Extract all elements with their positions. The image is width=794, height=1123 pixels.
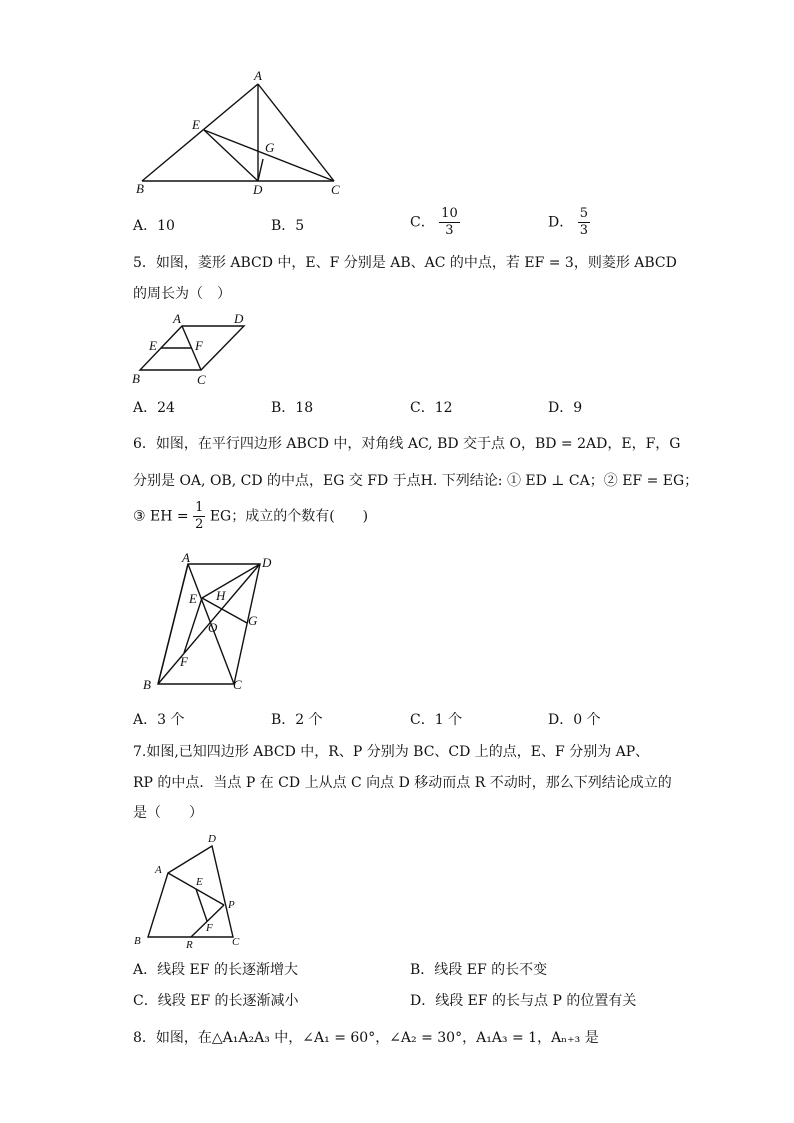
q6-label-g: G: [248, 613, 258, 628]
q4-label-c: C: [331, 182, 340, 197]
q4-label-b: B: [136, 181, 144, 196]
q5-label-b: B: [132, 371, 140, 386]
q6-label-o: O: [208, 620, 218, 635]
q7-stem-line1: 7.如图,已知四边形 ABCD 中，R、P 分别为 BC、CD 上的点，E、F 分别为 AP、: [133, 744, 650, 760]
q6-label-e: E: [189, 591, 197, 606]
q4-option-b[interactable]: B．5: [271, 218, 305, 234]
q4-option-c-denominator: 3: [445, 223, 454, 238]
q7-label-p: P: [228, 899, 235, 911]
q6-option-d[interactable]: D．0 个: [548, 712, 601, 728]
q6-stem-line2: 分别是 OA, OB, CD 的中点，EG 交 FD 于点H. 下列结论: ① ED ⊥ CA；② EF = EG；: [133, 473, 699, 489]
q7-option-b[interactable]: B．线段 EF 的长不变: [410, 962, 548, 978]
q4-option-d-prefix: D．: [548, 214, 574, 231]
q6-label-c: C: [233, 677, 242, 692]
q5-stem-line2: 的周长为（ ）: [133, 286, 231, 302]
q6-label-a: A: [182, 550, 190, 565]
q4-label-g: G: [265, 140, 275, 155]
q7-option-a[interactable]: A．线段 EF 的长逐渐增大: [133, 962, 298, 978]
q5-label-a: A: [173, 311, 181, 326]
q7-label-a: A: [155, 864, 162, 876]
q7-label-c: C: [232, 936, 240, 948]
q7-option-c[interactable]: C．线段 EF 的长逐渐减小: [133, 993, 299, 1009]
q7-stem-line3: 是（ ）: [133, 805, 203, 821]
q5-stem-line1: 5．如图，菱形 ABCD 中，E、F 分别是 AB、AC 的中点，若 EF = 3，则菱形 ABCD: [133, 255, 677, 271]
q5-option-d[interactable]: D．9: [548, 400, 583, 416]
q4-option-d-fraction: [578, 206, 590, 239]
q4-option-c[interactable]: [410, 206, 460, 239]
q4-option-d[interactable]: [548, 206, 590, 239]
q7-stem-line2: RP 的中点．当点 P 在 CD 上从点 C 向点 D 移动而点 R 不动时，那么下列结论成立的: [133, 775, 672, 791]
q4-label-e: E: [192, 117, 200, 132]
q5-label-f: F: [195, 338, 203, 353]
q7-label-d: D: [208, 833, 216, 845]
q7-quadrilateral-figure: [128, 830, 254, 952]
q4-option-a[interactable]: A．10: [133, 218, 175, 234]
q4-option-c-numerator: 10: [441, 206, 458, 221]
q6-line3-suffix: EG；成立的个数有( ): [209, 508, 369, 525]
q7-label-r: R: [186, 939, 193, 951]
q4-option-d-numerator: 5: [579, 206, 588, 221]
q4-option-c-fraction: [439, 206, 460, 239]
q6-label-f: F: [180, 654, 188, 669]
q5-option-a[interactable]: A．24: [133, 400, 175, 416]
q8-stem-line1: 8．如图，在△A₁A₂A₃ 中，∠A₁ = 60°，∠A₂ = 30°，A₁A₃ = 1，Aₙ₊₃ 是: [133, 1030, 599, 1046]
q4-option-d-denominator: 3: [579, 223, 588, 238]
q5-label-c: C: [197, 372, 206, 387]
q4-segment-ed: [204, 130, 258, 181]
q7-label-b: B: [134, 935, 141, 947]
q6-option-c[interactable]: C．1 个: [410, 712, 463, 728]
q7-option-d[interactable]: D．线段 EF 的长与点 P 的位置有关: [410, 993, 637, 1009]
q5-option-b[interactable]: B．18: [271, 400, 314, 416]
q5-label-e: E: [149, 338, 157, 353]
q6-parallelogram-figure: [138, 550, 288, 696]
q7-label-f: F: [206, 922, 213, 934]
q4-option-c-prefix: C．: [410, 214, 435, 231]
q7-quadrilateral-abcd: [148, 846, 233, 937]
q6-label-d: D: [262, 555, 272, 570]
q6-option-a[interactable]: A．3 个: [133, 712, 185, 728]
q5-label-d: D: [234, 311, 244, 326]
q6-segment-ed: [202, 564, 260, 598]
q6-half-numerator: 1: [195, 500, 204, 515]
q6-stem-line1: 6．如图，在平行四边形 ABCD 中，对角线 AC, BD 交于点 O，BD = 2AD，E，F，G: [133, 436, 681, 452]
q5-option-c[interactable]: C．12: [410, 400, 453, 416]
q7-label-e: E: [196, 876, 203, 888]
q4-segment-dg: [258, 159, 263, 181]
q6-label-b: B: [143, 677, 151, 692]
q4-label-d: D: [253, 182, 263, 197]
q4-label-a: A: [254, 68, 262, 83]
q6-option-b[interactable]: B．2 个: [271, 712, 323, 728]
q6-line3-prefix: ③ EH =: [133, 508, 189, 525]
q6-label-h: H: [216, 588, 226, 603]
q6-stem-line3: [133, 500, 368, 533]
q6-half-fraction: [193, 500, 205, 533]
q4-triangle-figure: [128, 66, 358, 200]
q5-rhombus-figure: [126, 310, 256, 390]
q4-side-ba: [142, 84, 258, 181]
q6-segment-ef: [184, 598, 202, 653]
q6-half-denominator: 2: [195, 517, 204, 532]
